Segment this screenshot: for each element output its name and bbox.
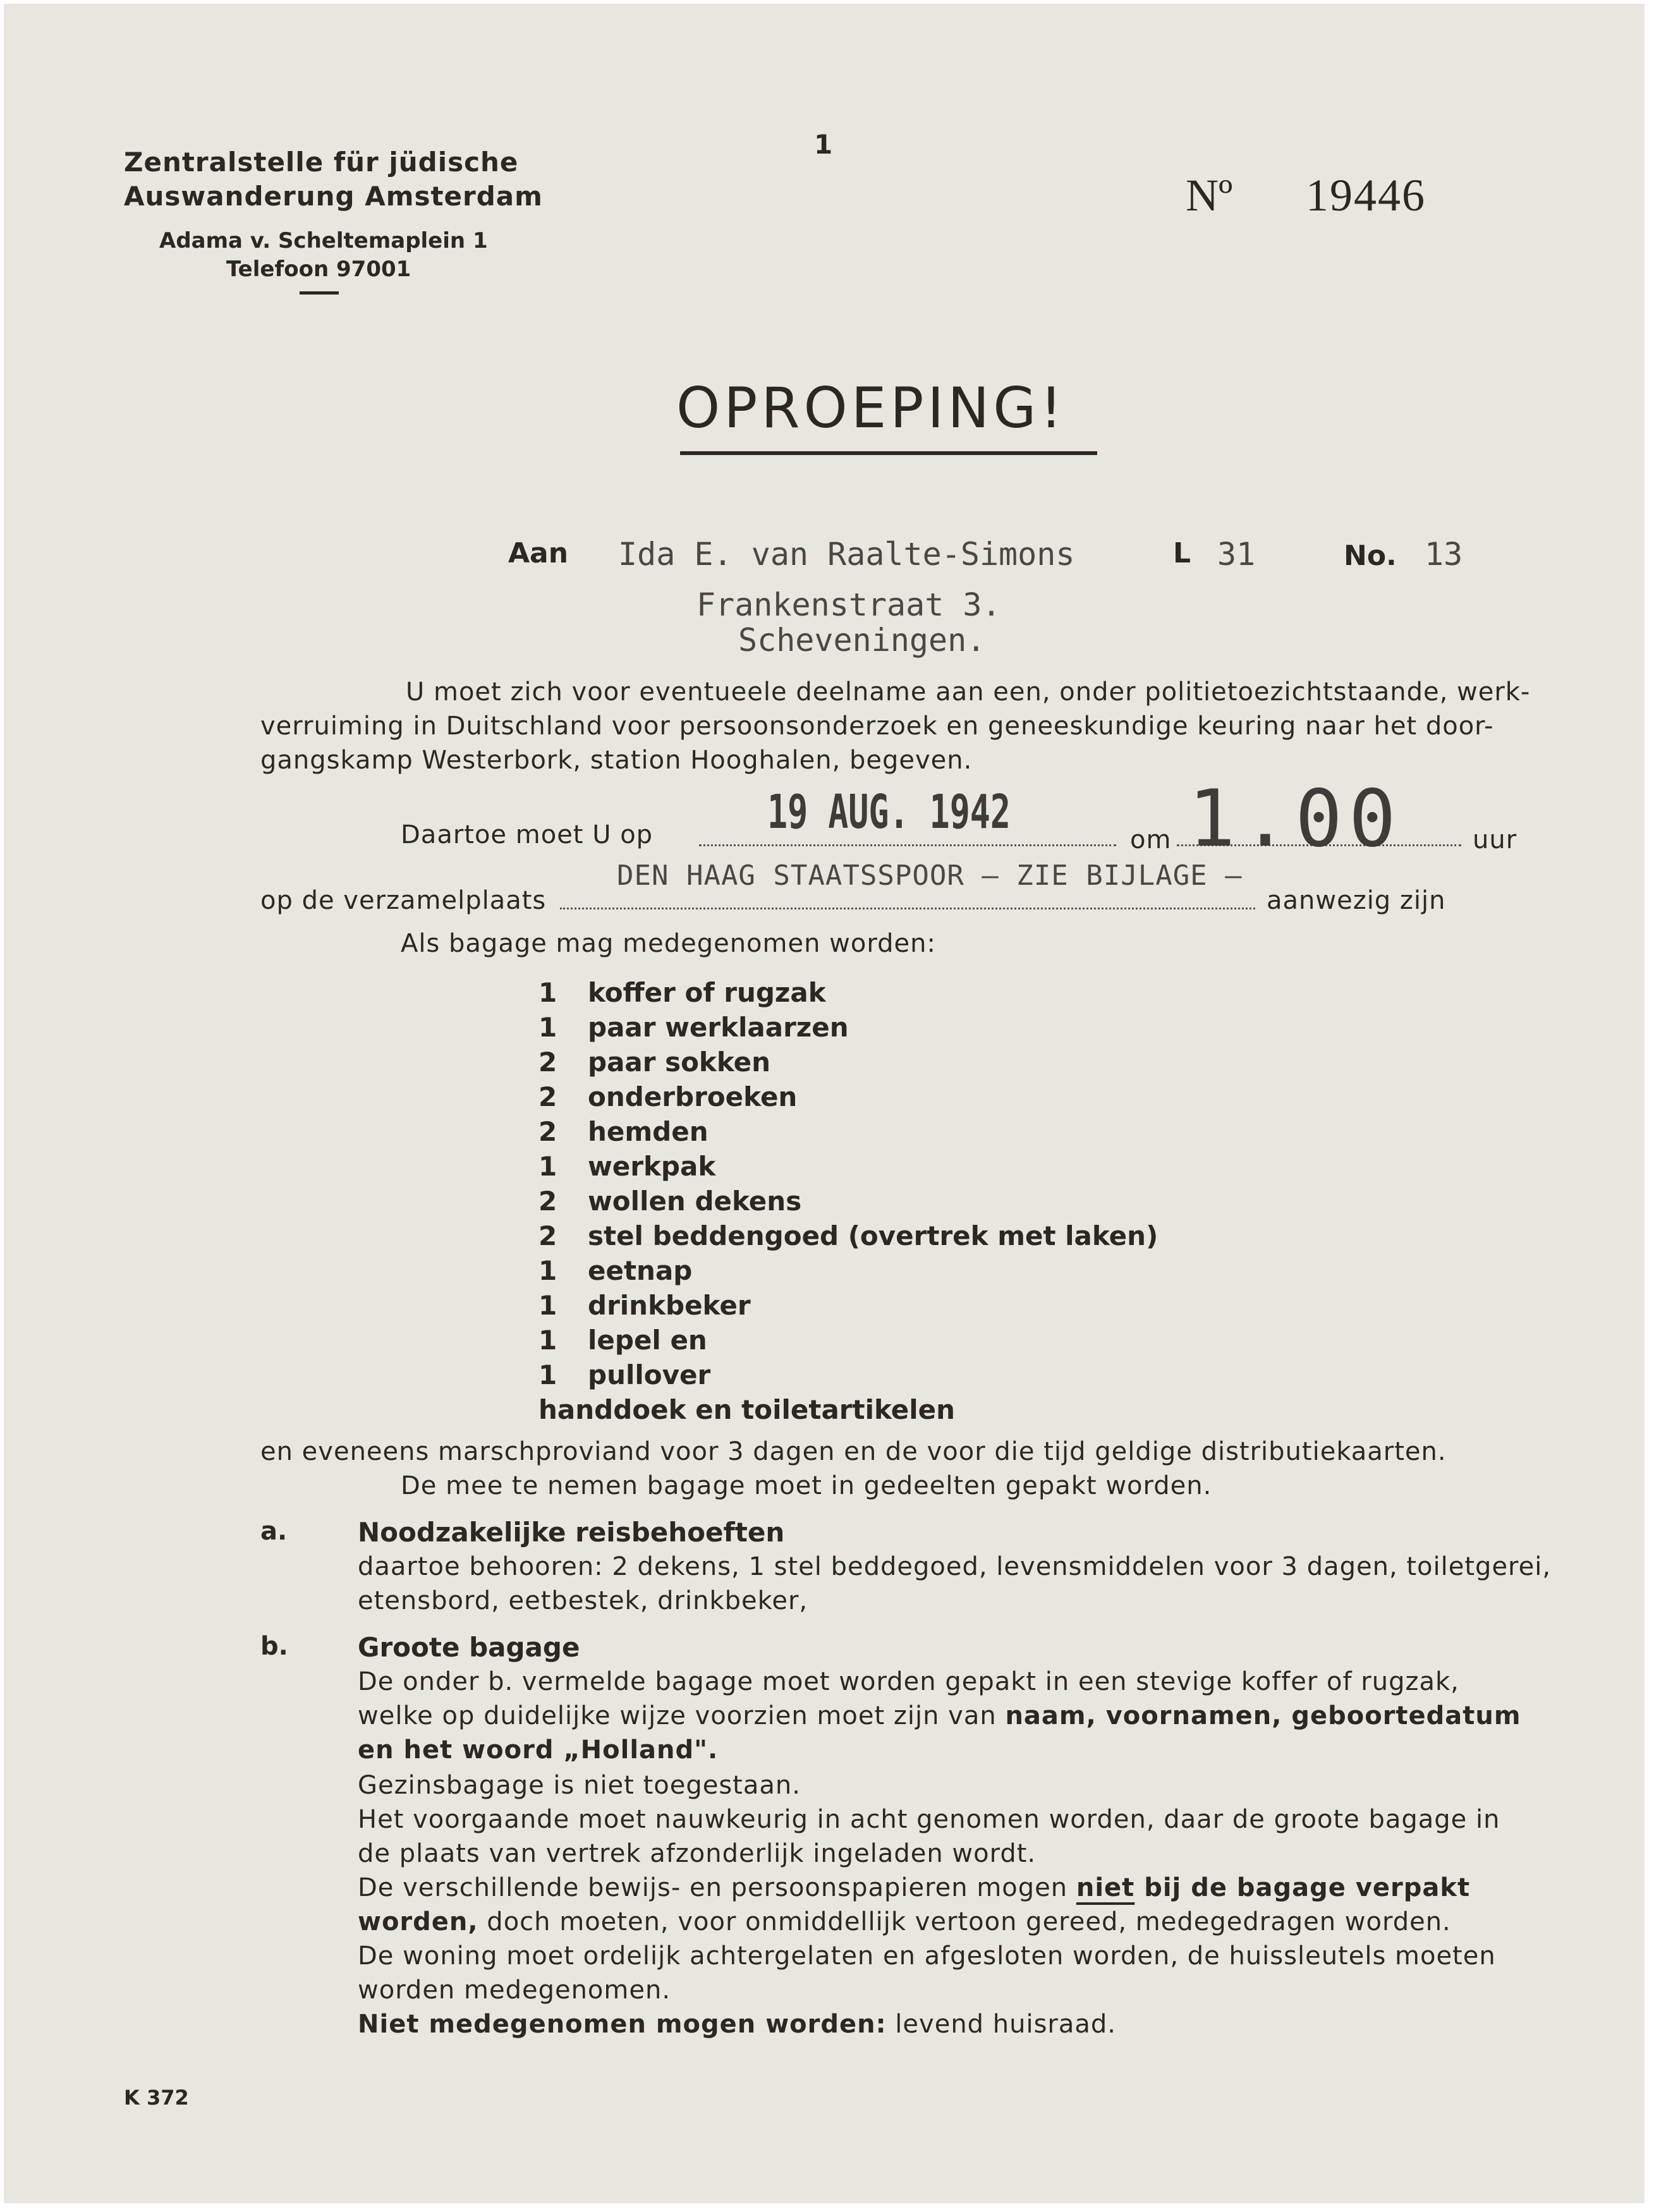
org-phone: Telefoon 97001 bbox=[226, 257, 411, 282]
number-field-value: 13 bbox=[1425, 536, 1463, 573]
intro-line-3: gangskamp Westerbork, station Hooghalen, begeven. bbox=[260, 746, 973, 775]
verzamel-label: op de verzamelplaats bbox=[260, 886, 547, 915]
number-label: Nº bbox=[1186, 170, 1233, 221]
list-label: L bbox=[1173, 537, 1191, 569]
assembly-place: DEN HAAG STAATSSPOOR — ZIE BIJLAGE — bbox=[617, 860, 1243, 892]
list-value: 31 bbox=[1217, 536, 1256, 573]
section-b-letter: b. bbox=[260, 1632, 288, 1661]
item-qty: 1 bbox=[538, 977, 557, 1008]
item-qty: 1 bbox=[538, 1325, 557, 1356]
line-2-normal: welke op duidelijke wijze voorzien moet zijn van bbox=[358, 1701, 1006, 1730]
item-qty: 1 bbox=[538, 1151, 557, 1182]
intro-line-1: U moet zich voor eventueele deelname aan een, onder politietoezichtstaande, werk- bbox=[406, 678, 1531, 707]
place-dotted-line bbox=[560, 908, 1255, 909]
org-address: Adama v. Scheltemaplein 1 bbox=[159, 228, 488, 253]
section-a-heading: Noodzakelijke reisbehoeften bbox=[358, 1517, 785, 1548]
date-dotted-line bbox=[699, 844, 1116, 846]
recipient-street: Frankenstraat 3. bbox=[696, 586, 1001, 623]
org-name-line1: Zentralstelle für jüdische bbox=[124, 147, 519, 178]
section-b-line-1: De onder b. vermelde bagage moet worden gepakt in een stevige koffer of rugzak, bbox=[358, 1667, 1459, 1696]
section-b-line-4: Gezinsbagage is niet toegestaan. bbox=[358, 1771, 801, 1800]
item-qty: 1 bbox=[538, 1012, 557, 1043]
form-code: K 372 bbox=[124, 2086, 189, 2110]
item-qty: 2 bbox=[538, 1116, 557, 1147]
niet-emphasis: niet bbox=[1076, 1873, 1135, 1902]
org-name-line2: Auswanderung Amsterdam bbox=[124, 181, 543, 212]
item-qty: 2 bbox=[538, 1220, 557, 1251]
line-7-normal: De verschillende bewijs- en persoonspapieren mogen bbox=[358, 1873, 1076, 1902]
list-item: onderbroeken bbox=[588, 1081, 798, 1112]
section-b-line-8 bbox=[358, 1907, 1451, 1936]
section-b-line-11 bbox=[358, 2010, 1116, 2039]
item-qty: 2 bbox=[538, 1186, 557, 1217]
list-item: pullover bbox=[588, 1359, 711, 1390]
line-7-bold: bij de bagage verpakt bbox=[1134, 1873, 1471, 1902]
section-b-line-9: De woning moet ordelijk achtergelaten en afgesloten worden, de huissleutels moeten bbox=[358, 1942, 1496, 1971]
section-b-heading: Groote bagage bbox=[358, 1632, 580, 1663]
bagage-intro: Als bagage mag medegenomen worden: bbox=[401, 929, 936, 958]
list-item: stel beddengoed (overtrek met laken) bbox=[588, 1220, 1158, 1251]
list-item: paar sokken bbox=[588, 1047, 771, 1078]
list-item: hemden bbox=[588, 1116, 708, 1147]
section-b-line-5: Het voorgaande moet nauwkeurig in acht genomen worden, daar de groote bagage in bbox=[358, 1805, 1500, 1834]
recipient-city: Scheveningen. bbox=[738, 622, 986, 659]
section-b-line-7 bbox=[358, 1873, 1470, 1902]
date-stamp: 19 AUG. 1942 bbox=[767, 785, 1011, 839]
list-item: handdoek en toiletartikelen bbox=[538, 1394, 956, 1425]
item-qty: 1 bbox=[538, 1290, 557, 1321]
list-item: wollen dekens bbox=[588, 1186, 802, 1217]
line-8-bold: worden, bbox=[358, 1907, 478, 1936]
aanwezig-label: aanwezig zijn bbox=[1267, 886, 1446, 915]
number-field-label: No. bbox=[1344, 540, 1397, 572]
page-number: 1 bbox=[814, 129, 833, 160]
daartoe-label: Daartoe moet U op bbox=[401, 820, 654, 849]
item-qty: 1 bbox=[538, 1359, 557, 1390]
document-number: 19446 bbox=[1306, 170, 1426, 221]
line-11-bold: Niet medegenomen mogen worden: bbox=[358, 2010, 887, 2039]
list-item: werkpak bbox=[588, 1151, 716, 1182]
list-item: eetnap bbox=[588, 1255, 693, 1286]
section-b-line-6: de plaats van vertrek afzonderlijk ingeladen wordt. bbox=[358, 1839, 1037, 1868]
intro-line-2: verruiming in Duitschland voor persoonsonderzoek en geneeskundige keuring naar het door- bbox=[260, 712, 1494, 741]
item-qty: 1 bbox=[538, 1255, 557, 1286]
section-b-line-3: en het woord „Holland". bbox=[358, 1735, 719, 1765]
provisions-line: en eveneens marschproviand voor 3 dagen en de voor die tijd geldige distributiekaarten. bbox=[260, 1437, 1447, 1466]
om-label: om bbox=[1130, 825, 1172, 854]
section-a-line-2: etensbord, eetbestek, drinkbeker, bbox=[358, 1586, 808, 1615]
time-stamp: 1.00 bbox=[1188, 774, 1402, 865]
section-a-line-1: daartoe behooren: 2 dekens, 1 stel beddegoed, levensmiddelen voor 3 dagen, toiletgerei, bbox=[358, 1552, 1552, 1581]
list-item: drinkbeker bbox=[588, 1290, 751, 1321]
list-item: paar werklaarzen bbox=[588, 1012, 849, 1043]
line-8-normal: doch moeten, voor onmiddellijk vertoon gereed, medegedragen worden. bbox=[478, 1907, 1451, 1936]
uur-label: uur bbox=[1473, 825, 1517, 854]
list-item: koffer of rugzak bbox=[588, 977, 826, 1008]
parts-line: De mee te nemen bagage moet in gedeelten gepakt worden. bbox=[401, 1471, 1212, 1500]
section-b-line-2 bbox=[358, 1701, 1521, 1730]
title-underline bbox=[680, 451, 1097, 455]
header-rule bbox=[300, 291, 339, 295]
list-item: lepel en bbox=[588, 1325, 707, 1356]
section-b-line-10: worden medegenomen. bbox=[358, 1976, 671, 2005]
line-11-normal: levend huisraad. bbox=[886, 2010, 1116, 2039]
page-title: OPROEPING! bbox=[676, 375, 1066, 441]
item-qty: 2 bbox=[538, 1081, 557, 1112]
recipient-label: Aan bbox=[508, 537, 569, 569]
line-2-bold: naam, voornamen, geboortedatum bbox=[1005, 1701, 1521, 1730]
recipient-name: Ida E. van Raalte-Simons bbox=[618, 536, 1075, 573]
document-sheet bbox=[4, 4, 1645, 2203]
section-a-letter: a. bbox=[260, 1517, 288, 1546]
item-qty: 2 bbox=[538, 1047, 557, 1078]
